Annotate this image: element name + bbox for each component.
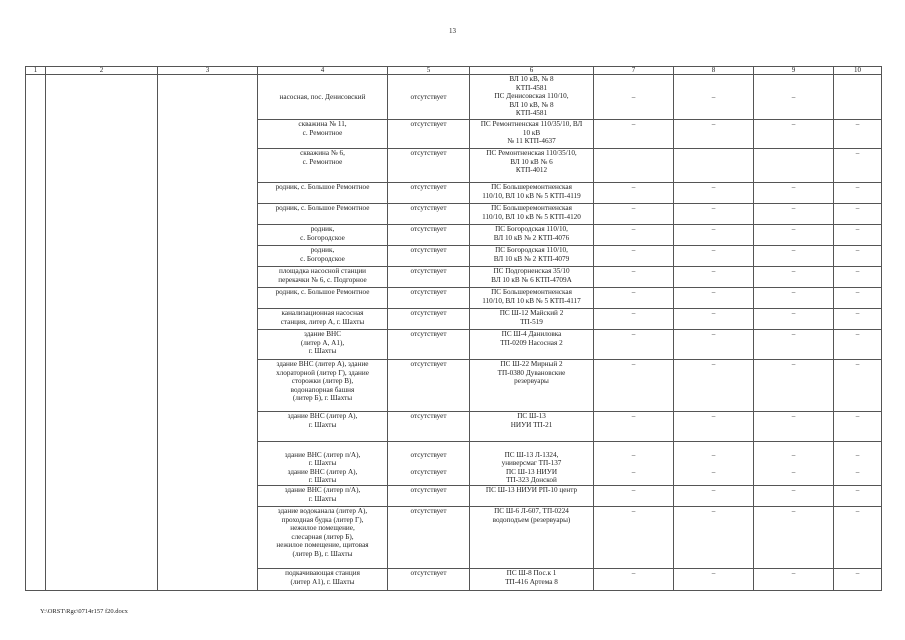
cell-c9: – — [754, 506, 834, 568]
merged-cell-c3 — [158, 75, 258, 591]
cell-c10: – — [834, 485, 882, 506]
data-table — [25, 66, 882, 591]
cell-c7: – — [594, 288, 674, 309]
column-number: 5 — [388, 67, 470, 75]
table-row — [26, 75, 882, 120]
cell-c6: ПС Ш-22 Мирный 2 ТП-0380 Дувановские резервуары — [470, 360, 594, 412]
cell-c6: ПС Ш-4 Даниловка ТП-0209 Насосная 2 — [470, 330, 594, 360]
cell-c5: отсутствует — [388, 267, 470, 288]
cell-c9: – — [754, 360, 834, 412]
page-number: 13 — [449, 27, 456, 35]
cell-c9: – — [754, 288, 834, 309]
cell-c9: – — [754, 225, 834, 246]
cell-c7: – — [594, 568, 674, 590]
cell-c7: – – — [594, 442, 674, 486]
cell-c4: здание ВНС (литер А, А1), г. Шахты — [258, 330, 388, 360]
cell-c9: – — [754, 568, 834, 590]
cell-c10: – — [834, 149, 882, 183]
cell-c10: – — [834, 267, 882, 288]
cell-c8: – — [674, 120, 754, 149]
column-number: 6 — [470, 67, 594, 75]
cell-c6: ПС Подгорненская 35/10 ВЛ 10 кВ № 6 КТП-4709А — [470, 267, 594, 288]
cell-c5: отсутствует — [388, 183, 470, 204]
column-number: 8 — [674, 67, 754, 75]
column-number: 1 — [26, 67, 46, 75]
cell-c7: – — [594, 183, 674, 204]
cell-c9: – — [754, 204, 834, 225]
cell-c9: – — [754, 412, 834, 442]
cell-c5: отсутствует — [388, 485, 470, 506]
cell-c8: – — [674, 204, 754, 225]
cell-c10: – — [834, 506, 882, 568]
cell-c9: – — [754, 267, 834, 288]
cell-c8: – — [674, 330, 754, 360]
cell-c10: – — [834, 246, 882, 267]
cell-c4: родник, с. Большое Ремонтное — [258, 288, 388, 309]
cell-c4: насосная, пос. Денисовский — [258, 75, 388, 120]
cell-c9: – — [754, 485, 834, 506]
cell-c6: ПС Ш-13 НИУИ РП-10 центр — [470, 485, 594, 506]
cell-c6: ПС Ш-13 НИУИ ТП-21 — [470, 412, 594, 442]
cell-c5: отсутствует — [388, 149, 470, 183]
merged-cell-c1 — [26, 75, 46, 591]
cell-c10: – — [834, 568, 882, 590]
cell-c10: – — [834, 309, 882, 330]
cell-c4: скважина № 11, с. Ремонтное — [258, 120, 388, 149]
cell-c9: – – — [754, 442, 834, 486]
cell-c7: – — [594, 225, 674, 246]
cell-c9: – — [754, 120, 834, 149]
cell-c4: здание водоканала (литер А), проходная будка (литер Г), нежилое помещение, слесарная (литер Б), нежилое помещение, щитовая (литер В), г. Шахты — [258, 506, 388, 568]
cell-c8: – — [674, 267, 754, 288]
cell-c6: ПС Богородская 110/10, ВЛ 10 кВ № 2 КТП-4076 — [470, 225, 594, 246]
cell-c10: – — [834, 204, 882, 225]
cell-c5: отсутствует — [388, 412, 470, 442]
cell-c7: – — [594, 506, 674, 568]
cell-c5: отсутствует — [388, 309, 470, 330]
cell-c10: – — [834, 288, 882, 309]
cell-c4: родник, с. Богородское — [258, 246, 388, 267]
merged-cell-c2 — [46, 75, 158, 591]
cell-c5: отсутствует — [388, 506, 470, 568]
cell-c4: родник, с. Богородское — [258, 225, 388, 246]
cell-c8: – — [674, 412, 754, 442]
cell-c6: ПС Большеремонтненская 110/10, ВЛ 10 кВ № 5 КТП-4117 — [470, 288, 594, 309]
cell-c9: – — [754, 330, 834, 360]
cell-c5: отсутствует — [388, 360, 470, 412]
cell-c9: – — [754, 75, 834, 120]
cell-c8: – — [674, 183, 754, 204]
cell-c5: отсутствует — [388, 75, 470, 120]
cell-c5: отсутствует — [388, 246, 470, 267]
cell-c8: – — [674, 506, 754, 568]
cell-c10: – — [834, 183, 882, 204]
cell-c7: – — [594, 120, 674, 149]
cell-c4: площадка насосной станции перекачки № 6, с. Подгорное — [258, 267, 388, 288]
cell-c6: ПС Большеремонтненская 110/10, ВЛ 10 кВ № 5 КТП-4120 — [470, 204, 594, 225]
cell-c10: – — [834, 225, 882, 246]
cell-c8: – — [674, 288, 754, 309]
cell-c5: отсутствует — [388, 204, 470, 225]
cell-c10: – — [834, 120, 882, 149]
cell-c6: ПС Ремонтненская 110/35/10, ВЛ 10 кВ № 6 КТП-4012 — [470, 149, 594, 183]
cell-c8: – — [674, 568, 754, 590]
cell-c8: – — [674, 360, 754, 412]
cell-c7: – — [594, 204, 674, 225]
cell-c4: здание ВНС (литер А), г. Шахты — [258, 412, 388, 442]
cell-c8 — [674, 149, 754, 183]
cell-c6: ПС Ш-6 Л-607, ТП-0224 водоподъем (резервуары) — [470, 506, 594, 568]
cell-c7: – — [594, 75, 674, 120]
cell-c6: ПС Богородская 110/10, ВЛ 10 кВ № 2 КТП-4079 — [470, 246, 594, 267]
column-number: 9 — [754, 67, 834, 75]
cell-c5: отсутствует — [388, 288, 470, 309]
cell-c4: родник, с. Большое Ремонтное — [258, 183, 388, 204]
cell-c9: – — [754, 183, 834, 204]
cell-c9: – — [754, 246, 834, 267]
cell-c7: – — [594, 485, 674, 506]
cell-c4: скважина № 6, с. Ремонтное — [258, 149, 388, 183]
cell-c5: отсутствует — [388, 568, 470, 590]
cell-c4: подкачивающая станция (литер А1), г. Шахты — [258, 568, 388, 590]
column-number: 4 — [258, 67, 388, 75]
cell-c7: – — [594, 412, 674, 442]
cell-c10: – — [834, 412, 882, 442]
cell-c10: – — [834, 330, 882, 360]
cell-c7: – — [594, 330, 674, 360]
cell-c5: отсутствует — [388, 225, 470, 246]
footer-file-path: Y:\ORST\Rgc\0714r157 f20.docx — [40, 608, 128, 615]
cell-c10: – – — [834, 442, 882, 486]
cell-c4: здание ВНС (литер п/А), г. Шахты здание ВНС (литер А), г. Шахты — [258, 442, 388, 486]
cell-c7: – — [594, 360, 674, 412]
cell-c8: – — [674, 75, 754, 120]
cell-c8: – – — [674, 442, 754, 486]
cell-c6: ВЛ 10 кВ, № 8 КТП-4581 ПС Денисовская 110/10, ВЛ 10 кВ, № 8 КТП-4581 — [470, 75, 594, 120]
cell-c10: – — [834, 360, 882, 412]
cell-c6: ПС Ремонтненская 110/35/10, ВЛ 10 кВ № 11 КТП-4637 — [470, 120, 594, 149]
cell-c5: отсутствует отсутствует — [388, 442, 470, 486]
header-row — [26, 67, 882, 75]
column-number: 10 — [834, 67, 882, 75]
cell-c4: канализационная насосная станция, литер А, г. Шахты — [258, 309, 388, 330]
cell-c6: ПС Ш-12 Майский 2 ТП-519 — [470, 309, 594, 330]
cell-c6: ПС Большеремонтненская 110/10, ВЛ 10 кВ № 5 КТП-4119 — [470, 183, 594, 204]
column-number: 2 — [46, 67, 158, 75]
cell-c7: – — [594, 267, 674, 288]
cell-c8: – — [674, 225, 754, 246]
cell-c9: – — [754, 309, 834, 330]
column-number: 3 — [158, 67, 258, 75]
cell-c7: – — [594, 246, 674, 267]
cell-c8: – — [674, 309, 754, 330]
cell-c5: отсутствует — [388, 330, 470, 360]
cell-c4: родник, с. Большое Ремонтное — [258, 204, 388, 225]
cell-c6: ПС Ш-8 Пос.к 1 ТП-416 Артема 8 — [470, 568, 594, 590]
cell-c9 — [754, 149, 834, 183]
cell-c10 — [834, 75, 882, 120]
cell-c5: отсутствует — [388, 120, 470, 149]
cell-c6: ПС Ш-13 Л-1324, универсмаг ТП-137 ПС Ш-13 НИУИ ТП-323 Донской — [470, 442, 594, 486]
cell-c7 — [594, 149, 674, 183]
column-number: 7 — [594, 67, 674, 75]
cell-c4: здание ВНС (литер А), здание хлораторной (литер Г), здание сторожки (литер В), водонапорная башня (литер Б), г. Шахты — [258, 360, 388, 412]
cell-c8: – — [674, 246, 754, 267]
cell-c4: здание ВНС (литер п/А), г. Шахты — [258, 485, 388, 506]
cell-c8: – — [674, 485, 754, 506]
cell-c7: – — [594, 309, 674, 330]
